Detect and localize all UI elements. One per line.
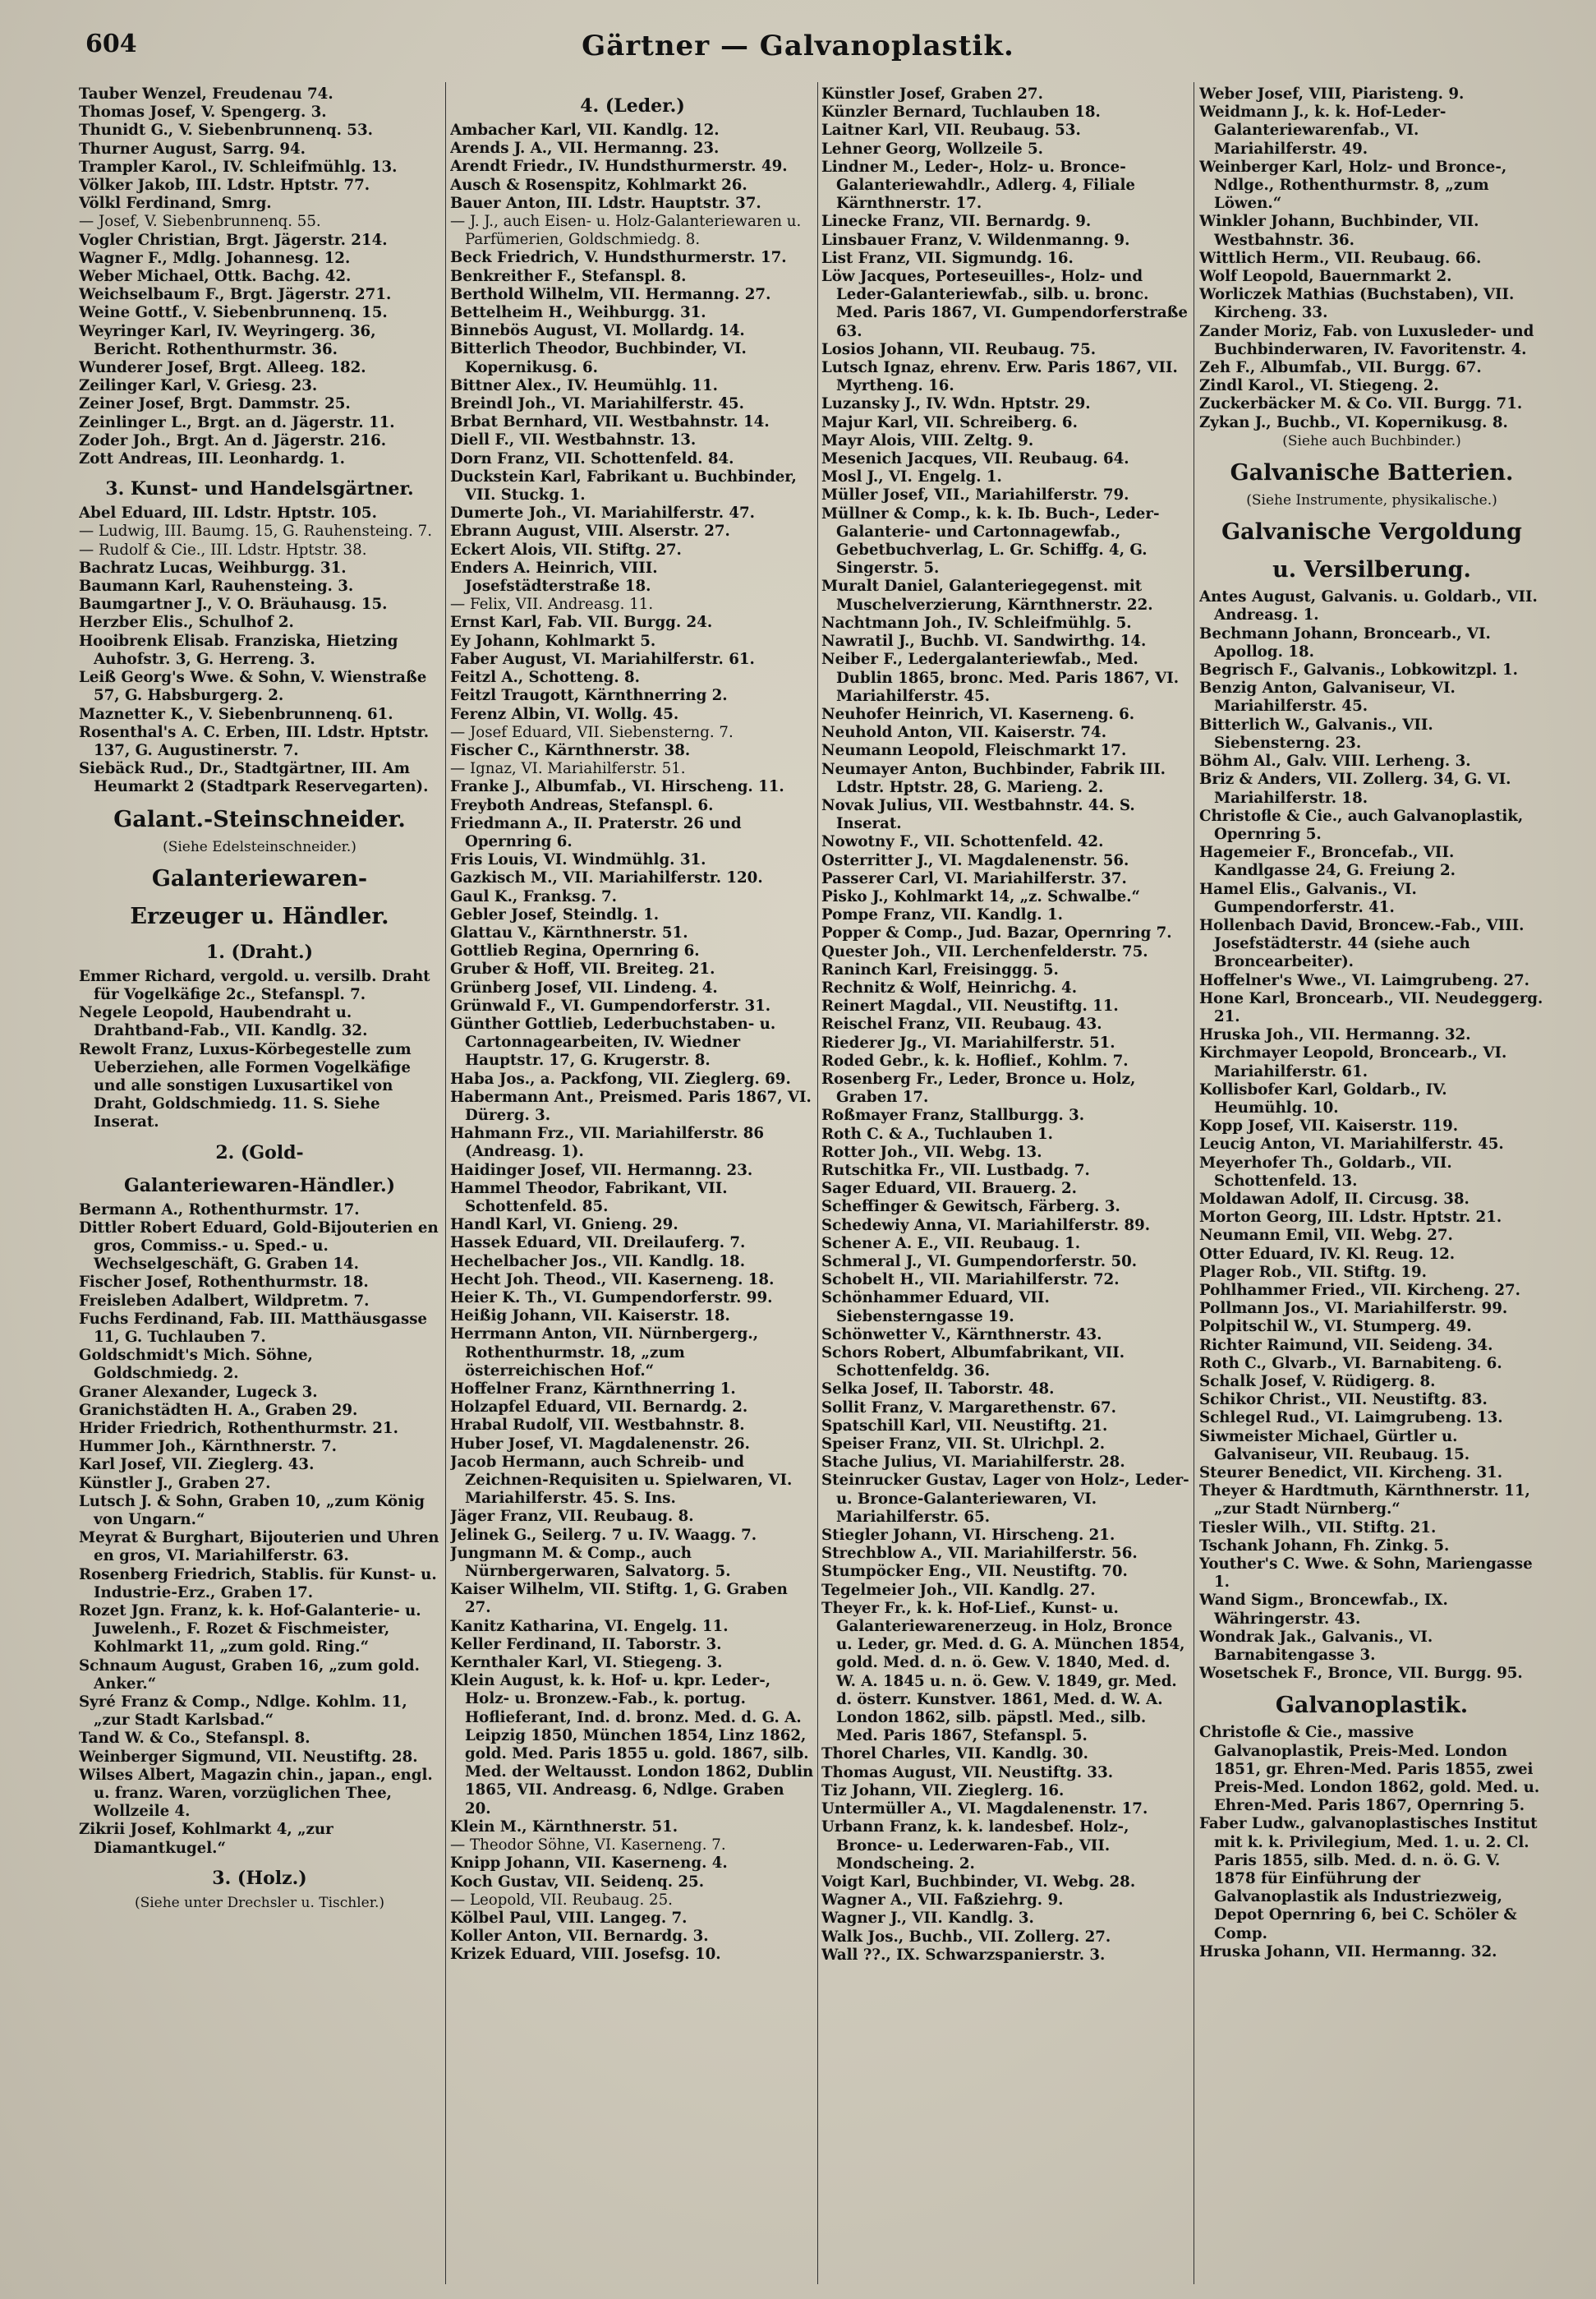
directory-entry: Briz & Anders, VII. Zollerg. 34, G. VI. Mariahilferstr. 18.	[1199, 771, 1511, 807]
directory-entry: Bettelheim H., Weihburgg. 31.	[450, 304, 706, 322]
directory-entry: Ernst Karl, Fab. VII. Burgg. 24.	[450, 614, 713, 632]
section-heading: 1. (Draht.)	[205, 941, 314, 963]
directory-entry: Otter Eduard, IV. Kl. Reug. 12.	[1199, 1245, 1456, 1263]
directory-entry: Begrisch F., Galvanis., Lobkowitzpl. 1.	[1199, 661, 1518, 680]
directory-entry: Gottlieb Regina, Opernring 6.	[450, 942, 700, 961]
directory-entry: Ausch & Rosenspitz, Kohlmarkt 26.	[450, 176, 747, 194]
directory-entry: Ebrann August, VIII. Alserstr. 27.	[450, 523, 730, 541]
directory-entry: — Felix, VII. Andreasg. 11.	[450, 596, 654, 614]
directory-entry: Kölbel Paul, VIII. Langeg. 7.	[450, 1909, 688, 1927]
directory-entry: Siwmeister Michael, Gürtler u. Galvaniseur, VII. Reubaug. 15.	[1199, 1427, 1470, 1463]
directory-entry: Youther's C. Wwe. & Sohn, Mariengasse 1.	[1199, 1555, 1533, 1592]
directory-entry: Klein August, k. k. Hof- u. kpr. Leder-, Holz- u. Bronzew.-Fab., k. portug. Hoflieferant, Ind. d. bronz. Med. d. G. A. Leipzig 1850, München 1854, Linz 1862, gold. Med. Paris 1855 u. gold. 1867, silb. Med. der Weltausst. London 1862, Dublin 1865, VII. Andreasg. 6, Ndlge. Graben 20.	[450, 1672, 814, 1818]
directory-entry: Roth C., Glvarb., VI. Barnabiteng. 6.	[1199, 1354, 1502, 1372]
directory-entry: Schmeral J., VI. Gumpendorferstr. 50.	[821, 1253, 1138, 1270]
directory-entry: Gebler Josef, Steindlg. 1.	[450, 905, 660, 924]
directory-entry: Zoder Joh., Brgt. An d. Jägerstr. 216.	[79, 431, 387, 449]
directory-entry: Grünwald F., VI. Gumpendorferstr. 31.	[450, 997, 771, 1015]
directory-entry: Maznetter K., V. Siebenbrunnenq. 61.	[79, 705, 393, 723]
directory-entry: Negele Leopold, Haubendraht u. Drahtband-Fab., VII. Kandlg. 32.	[79, 1004, 368, 1040]
directory-entry: Wosetschek F., Bronce, VII. Burgg. 95.	[1199, 1665, 1523, 1683]
directory-entry: Jungmann M. & Comp., auch Nürnbergerwaren, Salvatorg. 5.	[450, 1544, 731, 1581]
directory-entry: Strechblow A., VII. Mariahilferstr. 56.	[821, 1545, 1138, 1563]
directory-entry: Losios Johann, VII. Reubaug. 75.	[821, 340, 1097, 358]
directory-entry: Hoffelner Franz, Kärnthnerring 1.	[450, 1380, 736, 1398]
directory-entry: Hruska Johann, VII. Hermanng. 32.	[1199, 1942, 1497, 1960]
directory-entry: Schnaum August, Graben 16, „zum gold. Anker.“	[79, 1656, 420, 1693]
directory-entry: Klein M., Kärnthnerstr. 51.	[450, 1818, 678, 1836]
directory-entry: Selka Josef, II. Taborstr. 48.	[821, 1380, 1055, 1398]
directory-entry: Goldschmidt's Mich. Söhne, Goldschmiedg. 2.	[79, 1347, 313, 1383]
directory-entry: Urbann Franz, k. k. landesbef. Holz-, Bronce- u. Lederwaren-Fab., VII. Mondscheing. 2.	[821, 1818, 1129, 1873]
directory-entry: — Josef, V. Siebenbrunnenq. 55.	[79, 213, 321, 231]
directory-entry: Handl Karl, VI. Gnieng. 29.	[450, 1216, 678, 1234]
directory-entry: Weichselbaum F., Brgt. Jägerstr. 271.	[79, 286, 392, 304]
directory-entry: Breindl Joh., VI. Mariahilferstr. 45.	[450, 395, 744, 413]
directory-entry: Kirchmayer Leopold, Broncearb., VI. Mariahilferstr. 61.	[1199, 1044, 1507, 1080]
directory-entry: Herzber Elis., Schulhof 2.	[79, 614, 294, 632]
directory-entry: Haidinger Josef, VII. Hermanng. 23.	[450, 1161, 753, 1179]
directory-entry: Bittner Alex., IV. Heumühlg. 11.	[450, 376, 718, 394]
directory-entry: Quester Joh., VII. Lerchenfelderstr. 75.	[821, 942, 1148, 961]
directory-entry: Neumann Leopold, Fleischmarkt 17.	[821, 742, 1127, 760]
directory-entry: Voigt Karl, Buchbinder, VI. Webg. 28.	[821, 1873, 1136, 1891]
directory-entry: Scheffinger & Gewitsch, Färberg. 3.	[821, 1198, 1120, 1216]
directory-entry: Thorel Charles, VII. Kandlg. 30.	[821, 1745, 1088, 1763]
directory-entry: Hollenbach David, Broncew.-Fab., VIII. Josefstädterstr. 44 (siehe auch Broncearbeiter).	[1199, 916, 1525, 971]
directory-entry: — Ignaz, VI. Mariahilferstr. 51.	[450, 760, 686, 778]
directory-entry: Gaul K., Franksg. 7.	[450, 887, 617, 905]
directory-entry: Jäger Franz, VII. Reubaug. 8.	[450, 1508, 694, 1526]
directory-entry: Arendt Friedr., IV. Hundsthurmerstr. 49.	[450, 158, 788, 176]
directory-entry: Eckert Alois, VII. Stiftg. 27.	[450, 541, 682, 559]
directory-entry: Hecht Joh. Theod., VII. Kaserneng. 18.	[450, 1270, 775, 1288]
directory-entry: Jacob Hermann, auch Schreib- und Zeichnen-Requisiten u. Spielwaren, VI. Mariahilferstr. 45. S. Ins.	[450, 1453, 793, 1508]
directory-entry: Zander Moriz, Fab. von Luxusleder- und Buchbinderwaren, IV. Favoritenstr. 4.	[1199, 322, 1534, 358]
directory-entry: Passerer Carl, VI. Mariahilferstr. 37.	[821, 869, 1127, 887]
directory-entry: Mosl J., VI. Engelg. 1.	[821, 468, 1002, 486]
directory-entry: Zindl Karol., VI. Stiegeng. 2.	[1199, 377, 1439, 395]
directory-entry: Untermüller A., VI. Magdalenenstr. 17.	[821, 1800, 1148, 1818]
directory-entry: Steinrucker Gustav, Lager von Holz-, Leder- u. Bronce-Galanteriewaren, VI. Mariahilferstr. 65.	[821, 1472, 1189, 1526]
column-3	[821, 85, 1189, 2287]
directory-entry: Hechelbacher Jos., VII. Kandlg. 18.	[450, 1252, 746, 1270]
directory-entry: Nowotny F., VII. Schottenfeld. 42.	[821, 833, 1104, 851]
directory-entry: Berthold Wilhelm, VII. Hermanng. 27.	[450, 285, 771, 303]
directory-entry: Thunidt G., V. Siebenbrunnenq. 53.	[79, 122, 373, 140]
directory-entry: Feitzl A., Schotteng. 8.	[450, 669, 641, 687]
directory-entry: Huber Josef, VI. Magdalenenstr. 26.	[450, 1435, 751, 1453]
directory-entry: Wagner A., VII. Faßziehrg. 9.	[821, 1891, 1064, 1910]
directory-entry: Lindner M., Leder-, Holz- u. Bronce-Galanteriewahdlr., Adlerg. 4, Filiale Kärnthnerstr. 17.	[821, 158, 1135, 213]
directory-entry: Wall ??., IX. Schwarzspanierstr. 3.	[821, 1946, 1106, 1964]
directory-entry: Sager Eduard, VII. Brauerg. 2.	[821, 1180, 1077, 1198]
directory-entry: Ferenz Albin, VI. Wollg. 45.	[450, 705, 679, 723]
directory-entry: Bechmann Johann, Broncearb., VI. Apollog. 18.	[1199, 624, 1491, 661]
cross-reference-note: (Siehe Edelsteinschneider.)	[163, 838, 356, 855]
directory-entry: Zeh F., Albumfab., VII. Burgg. 67.	[1199, 359, 1482, 377]
directory-entry: Hrabal Rudolf, VII. Westbahnstr. 8.	[450, 1417, 745, 1435]
directory-entry: Raninch Karl, Freisinggg. 5.	[821, 961, 1059, 979]
directory-entry: Benkreither F., Stefanspl. 8.	[450, 267, 687, 285]
directory-entry: Linsbauer Franz, V. Wildenmanng. 9.	[821, 231, 1130, 249]
directory-entry: Duckstein Karl, Fabrikant u. Buchbinder, VII. Stuckg. 1.	[450, 468, 797, 504]
directory-entry: Hammel Theodor, Fabrikant, VII. Schottenfeld. 85.	[450, 1179, 728, 1215]
directory-entry: Bitterlich W., Galvanis., VII. Siebensterng. 23.	[1199, 716, 1433, 752]
column-4	[1199, 85, 1544, 2287]
directory-entry: Keller Ferdinand, II. Taborstr. 3.	[450, 1635, 722, 1653]
directory-entry: Hagemeier F., Broncefab., VII. Kandlgasse 24, G. Freiung 2.	[1199, 844, 1456, 880]
directory-entry: Günther Gottlieb, Lederbuchstaben- u. Cartonnagearbeiten, IV. Wiedner Hauptstr. 17, G. Krugerstr. 8.	[450, 1015, 776, 1070]
directory-entry: Zykan J., Buchb., VI. Kopernikusg. 8.	[1199, 413, 1508, 431]
directory-entry: Schlegel Rud., VI. Laimgrubeng. 13.	[1199, 1409, 1503, 1427]
directory-entry: Tiesler Wilh., VII. Stiftg. 21.	[1199, 1518, 1437, 1537]
directory-entry: Nachtmann Joh., IV. Schleifmühlg. 5.	[821, 614, 1132, 632]
directory-entry: Neumayer Anton, Buchbinder, Fabrik III. Ldstr. Hptstr. 28, G. Marieng. 2.	[821, 760, 1166, 796]
directory-entry: Rewolt Franz, Luxus-Körbegestelle zum Ueberziehen, alle Formen Vogelkäfige und alle sonstigen Luxusartikel von Draht, Goldschmiedg. 11. S. Siehe Inserat.	[79, 1040, 412, 1131]
directory-entry: Holzapfel Eduard, VII. Bernardg. 2.	[450, 1398, 748, 1417]
directory-entry: Popper & Comp., Jud. Bazar, Opernring 7.	[821, 924, 1172, 942]
directory-entry: Herrmann Anton, VII. Nürnbergerg., Rothenthurmstr. 18, „zum österreichischen Hof.“	[450, 1325, 759, 1380]
directory-entry: Zuckerbäcker M. & Co. VII. Burgg. 71.	[1199, 395, 1523, 413]
directory-entry: Hummer Joh., Kärnthnerstr. 7.	[79, 1438, 337, 1456]
cross-reference-note: (Siehe Instrumente, physikalische.)	[1246, 492, 1497, 509]
directory-entry: Rosenthal's A. C. Erben, III. Ldstr. Hptstr. 137, G. Augustinerstr. 7.	[79, 723, 430, 759]
directory-entry: Leiß Georg's Wwe. & Sohn, V. Wienstraße 57, G. Habsburgerg. 2.	[79, 669, 427, 705]
directory-entry: Weinberger Sigmund, VII. Neustiftg. 28.	[79, 1748, 418, 1766]
directory-entry: Gruber & Hoff, VII. Breiteg. 21.	[450, 961, 715, 979]
directory-entry: Plager Rob., VII. Stiftg. 19.	[1199, 1263, 1428, 1281]
directory-entry: Zeiner Josef, Brgt. Dammstr. 25.	[79, 395, 351, 413]
directory-entry: Krizek Eduard, VIII. Josefsg. 10.	[450, 1946, 721, 1964]
directory-entry: Schobelt H., VII. Mariahilferstr. 72.	[821, 1271, 1120, 1289]
directory-entry: Meyerhofer Th., Goldarb., VII. Schottenfeld. 13.	[1199, 1154, 1452, 1190]
directory-entry: Dittler Robert Eduard, Gold-Bijouterien en gros, Commiss.- u. Sped.- u. Wechselgeschäft, G. Graben 14.	[79, 1219, 439, 1274]
column-1	[79, 85, 440, 2287]
directory-entry: Müller Josef, VII., Mariahilferstr. 79.	[821, 486, 1129, 504]
directory-entry: Zeilinger Karl, V. Griesg. 23.	[79, 377, 318, 395]
directory-entry: Weyringer Karl, IV. Weyringerg. 36, Bericht. Rothenthurmstr. 36.	[79, 322, 376, 358]
directory-entry: Roth C. & A., Tuchlauben 1.	[821, 1125, 1054, 1143]
directory-entry: Wagner J., VII. Kandlg. 3.	[821, 1910, 1034, 1928]
directory-entry: Heier K. Th., VI. Gumpendorferstr. 99.	[450, 1289, 773, 1306]
directory-entry: Thurner August, Sarrg. 94.	[79, 140, 306, 158]
directory-entry: Diell F., VII. Westbahnstr. 13.	[450, 431, 697, 449]
directory-entry: Nawratil J., Buchb. VI. Sandwirthg. 14.	[821, 633, 1147, 651]
directory-entry: Brbat Bernhard, VII. Westbahnstr. 14.	[450, 413, 770, 431]
directory-entry: Kaiser Wilhelm, VII. Stiftg. 1, G. Graben 27.	[450, 1581, 788, 1617]
directory-entry: Binnebös August, VI. Mollardg. 14.	[450, 322, 745, 340]
directory-entry: Mayr Alois, VIII. Zeltg. 9.	[821, 431, 1034, 449]
directory-entry: Fischer C., Kärnthnerstr. 38.	[450, 741, 691, 759]
directory-entry: Muralt Daniel, Galanteriegegenst. mit Muschelverzierung, Kärnthnerstr. 22.	[821, 578, 1153, 614]
directory-entry: Zikrii Josef, Kohlmarkt 4, „zur Diamantkugel.“	[79, 1821, 333, 1857]
directory-entry: Zott Andreas, III. Leonhardg. 1.	[79, 450, 346, 468]
directory-entry: Friedmann A., II. Praterstr. 26 und Opernring 6.	[450, 814, 742, 850]
directory-entry: Richter Raimund, VII. Seideng. 34.	[1199, 1336, 1493, 1354]
directory-entry: Thomas Josef, V. Spengerg. 3.	[79, 104, 327, 122]
directory-entry: Knipp Johann, VII. Kaserneng. 4.	[450, 1854, 728, 1873]
directory-entry: Reinert Magdal., VII. Neustiftg. 11.	[821, 997, 1119, 1016]
directory-entry: Zeinlinger L., Brgt. an d. Jägerstr. 11.	[79, 413, 395, 431]
directory-entry: Theyer & Hardtmuth, Kärnthnerstr. 11, „zur Stadt Nürnberg.“	[1199, 1482, 1530, 1518]
directory-entry: Ey Johann, Kohlmarkt 5.	[450, 632, 656, 650]
directory-entry: Wand Sigm., Broncewfab., IX. Währingerstr. 43.	[1199, 1592, 1448, 1628]
directory-entry: Völker Jakob, III. Ldstr. Hptstr. 77.	[79, 177, 370, 195]
directory-entry: Dumerte Joh., VI. Mariahilferstr. 47.	[450, 504, 756, 523]
directory-entry: Tiz Johann, VII. Zieglerg. 16.	[821, 1781, 1065, 1799]
directory-entry: List Franz, VII. Sigmundg. 16.	[821, 249, 1074, 267]
directory-entry: Heißig Johann, VII. Kaiserstr. 18.	[450, 1307, 730, 1325]
column-divider	[445, 82, 446, 2284]
section-heading: 3. Kunst- und Handelsgärtner.	[105, 478, 414, 500]
directory-entry: Haba Jos., a. Packfong, VII. Zieglerg. 69.	[450, 1070, 791, 1088]
directory-entry: Benzig Anton, Galvaniseur, VI. Mariahilferstr. 45.	[1199, 680, 1456, 716]
directory-entry: Neuhold Anton, VII. Kaiserstr. 74.	[821, 724, 1107, 742]
directory-entry: Fris Louis, VI. Windmühlg. 31.	[450, 851, 706, 869]
directory-entry: Granichstädten H. A., Graben 29.	[79, 1401, 358, 1419]
directory-entry: Hahmann Frz., VII. Mariahilferstr. 86 (Andreasg. 1).	[450, 1125, 765, 1161]
directory-entry: Rotter Joh., VII. Webg. 13.	[821, 1143, 1042, 1161]
directory-entry: Moldawan Adolf, II. Circusg. 38.	[1199, 1190, 1470, 1208]
directory-entry: Schener A. E., VII. Reubaug. 1.	[821, 1234, 1081, 1252]
directory-entry: Hooibrenk Elisab. Franziska, Hietzing Auhofstr. 3, G. Herreng. 3.	[79, 632, 398, 668]
directory-entry: Trampler Karol., IV. Schleifmühlg. 13.	[79, 158, 398, 176]
directory-entry: Rutschitka Fr., VII. Lustbadg. 7.	[821, 1161, 1090, 1179]
directory-entry: Speiser Franz, VII. St. Ulrichpl. 2.	[821, 1435, 1106, 1454]
directory-entry: Hruska Joh., VII. Hermanng. 32.	[1199, 1026, 1471, 1044]
directory-entry: — Josef Eduard, VII. Siebensterng. 7.	[450, 723, 734, 741]
directory-entry: Böhm Al., Galv. VIII. Lerheng. 3.	[1199, 753, 1471, 771]
directory-entry: Pisko J., Kohlmarkt 14, „z. Schwalbe.“	[821, 887, 1140, 905]
directory-entry: Linecke Franz, VII. Bernardg. 9.	[821, 213, 1092, 231]
directory-entry: Christofle & Cie., massive Galvanoplastik, Preis-Med. London 1851, gr. Ehren-Med. Paris 1855, zwei Preis-Med. London 1862, gold. Med. u. Ehren-Med. Paris 1867, Opernring 5.	[1199, 1724, 1540, 1815]
directory-entry: Habermann Ant., Preismed. Paris 1867, VI. Dürerg. 3.	[450, 1088, 812, 1124]
directory-entry: Hoffelner's Wwe., VI. Laimgrubeng. 27.	[1199, 971, 1529, 989]
directory-entry: Müllner & Comp., k. k. Ib. Buch-, Leder-Galanterie- und Cartonnagewfab., Gebetbuchverlag, L. Gr. Schiffg. 4, G. Singerstr. 5.	[821, 504, 1160, 578]
directory-entry: Schalk Josef, V. Rüdigerg. 8.	[1199, 1373, 1436, 1390]
column-divider	[817, 82, 818, 2284]
directory-entry: Reischel Franz, VII. Reubaug. 43.	[821, 1016, 1102, 1034]
directory-entry: Wilses Albert, Magazin chin., japan., engl. u. franz. Waren, vorzüglichen Thee, Wollzeile 4.	[79, 1766, 433, 1821]
directory-entry: Wagner F., Mdlg. Johannesg. 12.	[79, 249, 351, 267]
directory-entry: Rozet Jgn. Franz, k. k. Hof-Galanterie- u. Juwelenh., F. Rozet & Fischmeister, Kohlmarkt 11, „zum gold. Ring.“	[79, 1602, 421, 1656]
directory-entry: Morton Georg, III. Ldstr. Hptstr. 21.	[1199, 1209, 1502, 1227]
directory-entry: Faber August, VI. Mariahilferstr. 61.	[450, 650, 755, 668]
directory-entry: Grünberg Josef, VII. Lindeng. 4.	[450, 979, 718, 997]
directory-entry: Fischer Josef, Rothenthurmstr. 18.	[79, 1274, 369, 1292]
section-heading: Galvanoplastik.	[1275, 1693, 1469, 1719]
directory-entry: Arends J. A., VII. Hermanng. 23.	[450, 140, 720, 158]
directory-entry: Faber Ludw., galvanoplastisches Institut mit k. k. Privilegium, Med. 1. u. 2. Cl. Paris 1855, silb. Med. d. n. ö. G. V. 1878 für Einführung der Galvanoplastik als Industriezweig, Depot Opernring 6, bei C. Schöler & Comp.	[1199, 1815, 1538, 1942]
directory-entry: Bermann A., Rothenthurmstr. 17.	[79, 1200, 360, 1219]
section-heading: 3. (Holz.)	[212, 1867, 307, 1889]
directory-entry: Hamel Elis., Galvanis., VI. Gumpendorferstr. 41.	[1199, 880, 1417, 916]
directory-entry: Völkl Ferdinand, Smrg.	[79, 195, 272, 213]
directory-entry: Tegelmeier Joh., VII. Kandlg. 27.	[821, 1581, 1096, 1599]
directory-entry: Löw Jacques, Porteseuilles-, Holz- und Leder-Galanteriewfab., silb. u. bronc. Med. Paris 1867, VI. Gumpendorferstraße 63.	[821, 268, 1189, 340]
directory-entry: Neumann Emil, VII. Webg. 27.	[1199, 1227, 1453, 1245]
column-2	[450, 85, 815, 2287]
directory-entry: Rechnitz & Wolf, Heinrichg. 4.	[821, 979, 1078, 997]
directory-entry: Kernthaler Karl, VI. Stiegeng. 3.	[450, 1654, 723, 1672]
directory-entry: Karl Josef, VII. Zieglerg. 43.	[79, 1456, 315, 1474]
directory-entry: Ambacher Karl, VII. Kandlg. 12.	[450, 122, 720, 139]
directory-entry: Rosenberg Fr., Leder, Bronce u. Holz, Graben 17.	[821, 1070, 1136, 1107]
directory-entry: Spatschill Karl, VII. Neustiftg. 21.	[821, 1417, 1108, 1435]
directory-entry: Roßmayer Franz, Stallburgg. 3.	[821, 1107, 1085, 1125]
section-heading: 2. (Gold-	[215, 1141, 304, 1163]
directory-entry: Feitzl Traugott, Kärnthnerring 2.	[450, 687, 728, 705]
directory-entry: Schikor Christ., VII. Neustiftg. 83.	[1199, 1391, 1488, 1409]
directory-entry: Wunderer Josef, Brgt. Alleeg. 182.	[79, 359, 366, 377]
section-heading: Galvanische Vergoldung	[1221, 519, 1522, 546]
directory-entry: Künstler Josef, Graben 27.	[821, 85, 1043, 103]
section-heading: Galvanische Batterien.	[1230, 460, 1514, 486]
cross-reference-note: (Siehe auch Buchbinder.)	[1282, 432, 1461, 449]
cross-reference-note: (Siehe unter Drechsler u. Tischler.)	[134, 1894, 385, 1911]
page-number: 604	[85, 30, 137, 58]
directory-entry: Baumann Karl, Rauhensteing. 3.	[79, 578, 354, 596]
directory-entry: Sollit Franz, V. Margarethenstr. 67.	[821, 1398, 1116, 1417]
directory-entry: Kollisbofer Karl, Goldarb., IV. Heumühlg. 10.	[1199, 1080, 1447, 1117]
directory-entry: Bachratz Lucas, Weihburgg. 31.	[79, 559, 347, 577]
directory-entry: Hrider Friedrich, Rothenthurmstr. 21.	[79, 1419, 398, 1437]
directory-entry: Vogler Christian, Brgt. Jägerstr. 214.	[79, 231, 388, 249]
running-head: Gärtner — Galvanoplastik.	[582, 30, 1014, 62]
directory-entry: Schönwetter V., Kärnthnerstr. 43.	[821, 1325, 1102, 1343]
section-heading: Galanteriewaren-	[151, 865, 368, 891]
directory-entry: Majur Karl, VII. Schreiberg. 6.	[821, 413, 1078, 431]
directory-entry: Lehner Georg, Wollzeile 5.	[821, 140, 1043, 158]
directory-entry: Neiber F., Ledergalanteriewfab., Med. Dublin 1865, bronc. Med. Paris 1867, VI. Mariahilferstr. 45.	[821, 651, 1180, 705]
directory-entry: Hone Karl, Broncearb., VII. Neudeggerg. 21.	[1199, 989, 1543, 1025]
directory-entry: Syré Franz & Comp., Ndlge. Kohlm. 11, „zur Stadt Karlsbad.“	[79, 1693, 407, 1730]
directory-entry: Beck Friedrich, V. Hundsthurmerstr. 17.	[450, 249, 787, 267]
directory-entry: Künstler J., Graben 27.	[79, 1474, 271, 1492]
directory-entry: Wolf Leopold, Bauernmarkt 2.	[1199, 268, 1452, 286]
directory-entry: Roded Gebr., k. k. Hoflief., Kohlm. 7.	[821, 1052, 1129, 1070]
section-heading: u. Versilberung.	[1272, 557, 1471, 583]
directory-entry: Schönhammer Eduard, VII. Siebensterngasse 19.	[821, 1289, 1050, 1325]
directory-entry: Leucig Anton, VI. Mariahilferstr. 45.	[1199, 1136, 1504, 1154]
directory-entry: Wondrak Jak., Galvanis., VI. Barnabitengasse 3.	[1199, 1628, 1433, 1665]
directory-entry: Kanitz Katharina, VI. Engelg. 11.	[450, 1617, 729, 1635]
directory-entry: Tschank Johann, Fh. Zinkg. 5.	[1199, 1537, 1450, 1555]
directory-entry: Weber Josef, VIII, Piaristeng. 9.	[1199, 85, 1465, 103]
directory-entry: Walk Jos., Buchb., VII. Zollerg. 27.	[821, 1928, 1111, 1946]
directory-entry: Baumgartner J., V. O. Bräuhausg. 15.	[79, 596, 388, 614]
directory-entry: Antes August, Galvanis. u. Goldarb., VII. Andreasg. 1.	[1199, 588, 1538, 624]
directory-entry: Tand W. & Co., Stefanspl. 8.	[79, 1730, 310, 1748]
directory-entry: Dorn Franz, VII. Schottenfeld. 84.	[450, 449, 734, 468]
directory-entry: — J. J., auch Eisen- u. Holz-Galanteriewaren u. Parfümerien, Goldschmiedg. 8.	[450, 213, 802, 249]
directory-entry: Worliczek Mathias (Buchstaben), VII. Kircheng. 33.	[1199, 286, 1515, 322]
directory-entry: Lutsch J. & Sohn, Graben 10, „zum König von Ungarn.“	[79, 1492, 425, 1528]
directory-entry: Koller Anton, VII. Bernardg. 3.	[450, 1928, 709, 1946]
directory-entry: Schors Robert, Albumfabrikant, VII. Schottenfeldg. 36.	[821, 1344, 1125, 1380]
directory-entry: Laitner Karl, VII. Reubaug. 53.	[821, 122, 1081, 140]
directory-entry: Theyer Fr., k. k. Hof-Lief., Kunst- u. Galanteriewarenerzeug. in Holz, Bronce u. Leder, gr. Med. d. G. A. München 1854, gold. Med. d. n. ö. Gew. V. 1840, Med. d. W. A. 1845 u. n. ö. Gew. V. 1849, gr. Med. d. österr. Kunstver. 1861, Med. d. W. A. London 1862, silb. päpstl. Med., silb. Med. Paris 1867, Stefanspl. 5.	[821, 1599, 1185, 1745]
directory-entry: Stiegler Johann, VI. Hirscheng. 21.	[821, 1527, 1115, 1545]
directory-entry: Schedewiy Anna, VI. Mariahilferstr. 89.	[821, 1216, 1151, 1234]
directory-entry: Riederer Jg., VI. Mariahilferstr. 51.	[821, 1034, 1115, 1052]
directory-entry: Stumpöcker Eng., VII. Neustiftg. 70.	[821, 1563, 1128, 1581]
directory-entry: Neuhofer Heinrich, VI. Kaserneng. 6.	[821, 705, 1135, 723]
directory-entry: Bauer Anton, III. Ldstr. Hauptstr. 37.	[450, 194, 761, 212]
directory-entry: Polpitschil W., VI. Stumperg. 49.	[1199, 1318, 1472, 1336]
directory-entry: Osterritter J., VI. Magdalenenstr. 56.	[821, 851, 1129, 869]
directory-entry: — Theodor Söhne, VI. Kaserneng. 7.	[450, 1836, 726, 1854]
directory-entry: Novak Julius, VII. Westbahnstr. 44. S. Inserat.	[821, 796, 1135, 833]
directory-entry: Christofle & Cie., auch Galvanoplastik, Opernring 5.	[1199, 807, 1524, 843]
directory-entry: Bitterlich Theodor, Buchbinder, VI. Kopernikusg. 6.	[450, 340, 747, 376]
directory-entry: Künzler Bernard, Tuchlauben 18.	[821, 104, 1101, 122]
directory-entry: Weine Gottf., V. Siebenbrunnenq. 15.	[79, 304, 388, 322]
directory-entry: Steurer Benedict, VII. Kircheng. 31.	[1199, 1464, 1503, 1482]
section-heading: Galant.-Steinschneider.	[113, 806, 406, 832]
directory-entry: Fuchs Ferdinand, Fab. III. Matthäusgasse 11, G. Tuchlauben 7.	[79, 1310, 428, 1346]
directory-entry: Luzansky J., IV. Wdn. Hptstr. 29.	[821, 395, 1091, 413]
directory-entry: — Rudolf & Cie., III. Ldstr. Hptstr. 38.	[79, 541, 367, 559]
directory-entry: Meyrat & Burghart, Bijouterien und Uhren en gros, VI. Mariahilferstr. 63.	[79, 1529, 439, 1565]
directory-entry: Hassek Eduard, VII. Dreilauferg. 7.	[450, 1234, 746, 1252]
directory-entry: Enders A. Heinrich, VIII. Josefstädterstraße 18.	[450, 559, 658, 596]
directory-entry: Weber Michael, Ottk. Bachg. 42.	[79, 268, 352, 286]
directory-entry: Siebäck Rud., Dr., Stadtgärtner, III. Am Heumarkt 2 (Stadtpark Reservegarten).	[79, 760, 429, 796]
directory-entry: — Leopold, VII. Reubaug. 25.	[450, 1891, 673, 1909]
directory-entry: Winkler Johann, Buchbinder, VII. Westbahnstr. 36.	[1199, 213, 1479, 249]
directory-entry: Graner Alexander, Lugeck 3.	[79, 1383, 318, 1401]
directory-entry: Gazkisch M., VII. Mariahilferstr. 120.	[450, 869, 763, 887]
directory-entry: Weidmann J., k. k. Hof-Leder-Galanteriewarenfab., VI. Mariahilferstr. 49.	[1199, 104, 1447, 158]
directory-entry: Weinberger Karl, Holz- und Bronce-, Ndlge., Rothenthurmstr. 8, „zum Löwen.“	[1199, 158, 1507, 213]
directory-entry: Glattau V., Kärnthnerstr. 51.	[450, 924, 688, 942]
directory-entry: Emmer Richard, vergold. u. versilb. Draht für Vogelkäfige 2c., Stefanspl. 7.	[79, 967, 430, 1003]
section-heading: Erzeuger u. Händler.	[130, 903, 389, 929]
section-heading: 4. (Leder.)	[580, 95, 685, 117]
directory-entry: Franke J., Albumfab., VI. Hirscheng. 11.	[450, 778, 784, 796]
directory-entry: Lutsch Ignaz, ehrenv. Erw. Paris 1867, VII. Myrtheng. 16.	[821, 359, 1178, 395]
directory-entry: Pohlhammer Fried., VII. Kircheng. 27.	[1199, 1281, 1521, 1299]
directory-entry: Wittlich Herm., VII. Reubaug. 66.	[1199, 249, 1482, 267]
directory-entry: Thomas August, VII. Neustiftg. 33.	[821, 1763, 1114, 1781]
directory-entry: — Ludwig, III. Baumg. 15, G. Rauhensteing. 7.	[79, 523, 432, 541]
directory-entry: Stache Julius, VI. Mariahilferstr. 28.	[821, 1454, 1125, 1472]
directory-entry: Freisleben Adalbert, Wildpretm. 7.	[79, 1292, 370, 1310]
directory-entry: Pollmann Jos., VI. Mariahilferstr. 99.	[1199, 1300, 1508, 1318]
directory-entry: Kopp Josef, VII. Kaiserstr. 119.	[1199, 1117, 1459, 1136]
directory-entry: Jelinek G., Seilerg. 7 u. IV. Waagg. 7.	[450, 1526, 757, 1544]
directory-entry: Koch Gustav, VII. Seidenq. 25.	[450, 1873, 705, 1891]
directory-entry: Tauber Wenzel, Freudenau 74.	[79, 85, 333, 103]
directory-entry: Rosenberg Friedrich, Stablis. für Kunst- u. Industrie-Erz., Graben 17.	[79, 1565, 437, 1601]
directory-entry: Freyboth Andreas, Stefanspl. 6.	[450, 796, 714, 814]
directory-entry: Pompe Franz, VII. Kandlg. 1.	[821, 906, 1063, 924]
directory-entry: Mesenich Jacques, VII. Reubaug. 64.	[821, 450, 1129, 468]
directory-entry: Abel Eduard, III. Ldstr. Hptstr. 105.	[79, 504, 377, 523]
section-heading: Galanteriewaren-Händler.)	[123, 1174, 396, 1196]
